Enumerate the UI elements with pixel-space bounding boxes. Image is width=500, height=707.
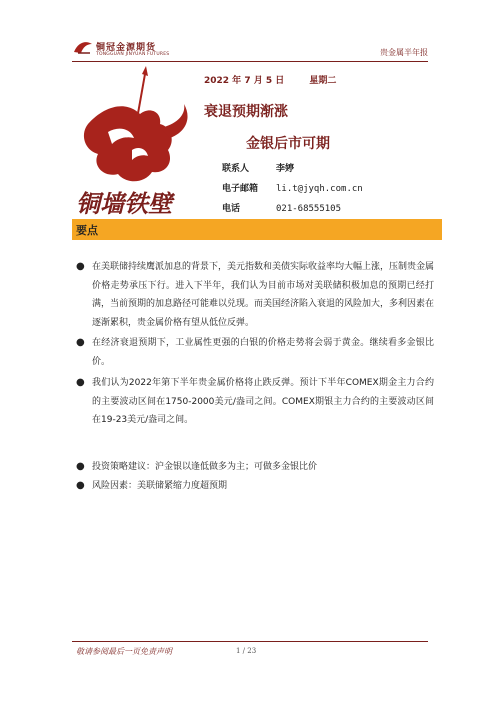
bullet-icon: ●: [76, 480, 85, 491]
list-item: ● 在美联储持续鹰派加息的背景下，美元指数和美债实际收益率均大幅上涨，压制贵金属价格走势承压下行。进入下半年，我们认为目前市场对美联储积极加息的预期已经打满，当前预期的加息路径可能难以兑现。而美国经济陷入衰退的风险加大，多利因素在逐渐累积，贵金属价格有望从低位反弹。: [74, 258, 434, 332]
bullet-icon: ●: [76, 461, 85, 472]
contact-name-row: [222, 161, 294, 174]
section-heading-bar: [72, 219, 442, 240]
company-logo-icon: [72, 38, 94, 56]
report-type: 贵金属半年报: [380, 48, 428, 57]
report-date-row: [204, 73, 358, 86]
list-item: ● 风险因素：美联储紧缩力度超预期: [74, 477, 227, 496]
bullet-icon: ●: [76, 337, 85, 348]
contact-email-value[interactable]: li.t@jyqh.com.cn: [276, 184, 363, 194]
page-number: 1 / 23: [236, 647, 257, 655]
contact-email-row: [222, 181, 363, 194]
brand-brush-illustration: [74, 66, 200, 218]
report-date: 2022 年 7 月 5 日: [204, 76, 285, 86]
report-weekday: 星期二: [309, 76, 337, 86]
company-name-en: TONGGUAN JINYUAN FUTURES: [96, 52, 170, 57]
header-divider: [72, 61, 428, 62]
company-name: 铜冠金源期货: [96, 43, 157, 53]
bullet-icon: ●: [76, 377, 85, 388]
report-title-line2: 金银后市可期: [246, 136, 330, 152]
list-item: ● 我们认为2022年第下半年贵金属价格将止跌反弹。预计下半年COMEX期金主力合约的主要波动区间在1750-2000美元/盎司之间。COMEX期银主力合约的主要波动区间在19-23美元/盎司之间。: [74, 374, 434, 430]
contact-phone-value: 021-68555105: [276, 204, 342, 214]
list-item: ● 投资策略建议：沪金银以逢低做多为主；可做多金银比价: [74, 458, 317, 477]
brand-calligraphy: 铜墙铁壁: [76, 189, 172, 218]
contact-name-label: 联系人: [222, 164, 250, 174]
footer-disclaimer: 敬请参阅最后一页免责声明: [76, 647, 172, 656]
contact-phone-row: [222, 201, 341, 214]
list-item: ● 在经济衰退预期下，工业属性更强的白银的价格走势将会弱于黄金。继续看多金银比价。: [74, 334, 434, 371]
report-title-line1: 衰退预期渐涨: [204, 104, 288, 120]
bullet-icon: ●: [76, 261, 85, 272]
section-heading: 要点: [76, 224, 98, 237]
page-header: [72, 36, 428, 64]
contact-name-value: 李婷: [276, 164, 295, 174]
contact-email-label: 电子邮箱: [222, 184, 259, 194]
contact-phone-label: 电话: [222, 204, 241, 214]
footer-divider: [72, 641, 428, 642]
